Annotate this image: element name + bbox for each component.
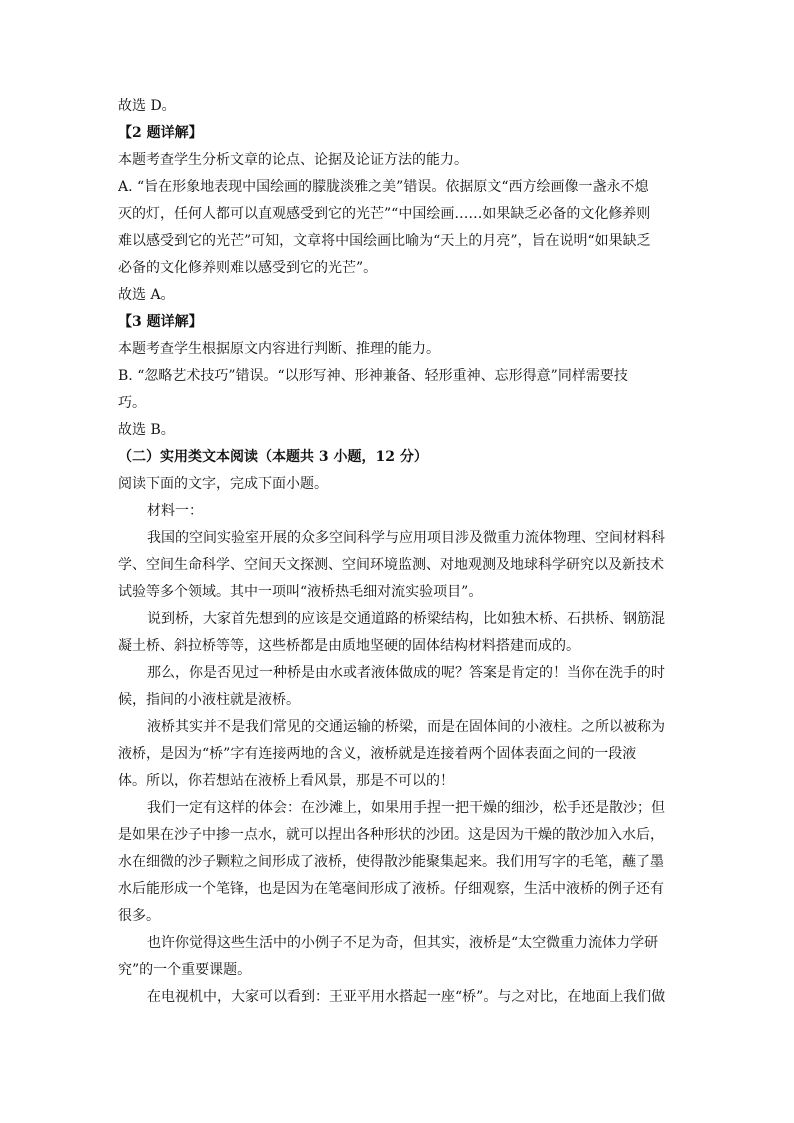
text-line: 也许你觉得这些生活中的小例子不足为奇，但其实，液桥是“太空微重力流体力学研 — [147, 935, 659, 951]
text-line: 水在细微的沙子颗粒之间形成了液桥，使得散沙能聚集起来。我们用写字的毛笔，蘸了墨 — [118, 854, 664, 870]
text-line: 本题考查学生根据原文内容进行判断、推理的能力。 — [118, 341, 440, 357]
text-line: 液桥其实并不是我们常见的交通运输的桥梁，而是在固体间的小液柱。之所以被称为 — [147, 719, 665, 735]
text-line: 水后能形成一个笔锋，也是因为在笔毫间形成了液桥。仔细观察，生活中液桥的例子还有 — [118, 881, 664, 897]
text-line: 凝土桥、斜拉桥等等，这些桥都是由质地坚硬的固体结构材料搭建而成的。 — [118, 638, 580, 654]
text-line: 那么，你是否见过一种桥是由水或者液体做成的呢？答案是肯定的！当你在洗手的时 — [147, 665, 665, 681]
text-line: 故选 D。 — [118, 98, 176, 114]
text-line: 是如果在沙子中掺一点水，就可以捏出各种形状的沙团。这是因为干燥的散沙加入水后， — [118, 827, 664, 843]
text-line: 候，指间的小液柱就是液桥。 — [118, 692, 300, 708]
text-line: 体。所以，你若想站在液桥上看风景，那是不可以的！ — [118, 773, 454, 789]
document-page — [118, 93, 678, 1011]
text-line: 液桥，是因为“桥”字有连接两地的含义，液桥就是连接着两个固体表面之间的一段液 — [118, 746, 637, 762]
text-line: 试验等多个领域。其中一项叫“液桥热毛细对流实验项目”。 — [118, 584, 483, 600]
text-line: 材料一： — [147, 503, 203, 519]
text-line: B. “忽略艺术技巧”错误。“以形写神、形神兼备、轻形重神、忘形得意”同样需要技 — [118, 368, 628, 384]
text-line: 我国的空间实验室开展的众多空间科学与应用项目涉及微重力流体物理、空间材料科 — [147, 530, 665, 546]
text-line: 在电视机中，大家可以看到：王亚平用水搭起一座“桥”。与之对比，在地面上我们做 — [147, 989, 666, 1005]
text-line: 我们一定有这样的体会：在沙滩上，如果用手捏一把干燥的细沙，松手还是散沙；但 — [147, 800, 665, 816]
text-line: 灭的灯，任何人都可以直观感受到它的光芒”“中国绘画……如果缺乏必备的文化修养则 — [118, 206, 651, 222]
text-line: 本题考查学生分析文章的论点、论据及论证方法的能力。 — [118, 152, 468, 168]
text-line: 学、空间生命科学、空间天文探测、空间环境监测、对地观测及地球科学研究以及新技术 — [118, 557, 664, 573]
section-heading: 【2 题详解】 — [118, 125, 203, 141]
text-line: 难以感受到它的光芒”可知，文章将中国绘画比喻为“天上的月亮”，旨在说明“如果缺乏 — [118, 233, 651, 249]
text-line: 巧。 — [118, 395, 146, 411]
text-line: A. “旨在形象地表现中国绘画的朦胧淡雅之美”错误。依据原文“西方绘画像一盏永不熄 — [118, 179, 649, 195]
text-line: 说到桥，大家首先想到的应该是交通道路的桥梁结构，比如独木桥、石拱桥、钢筋混 — [147, 611, 665, 627]
text-line: 阅读下面的文字，完成下面小题。 — [118, 476, 328, 492]
section-heading: 【3 题详解】 — [118, 314, 203, 330]
text-line: 故选 B。 — [118, 422, 175, 438]
text-line: 很多。 — [118, 908, 160, 924]
text-line: 故选 A。 — [118, 287, 175, 303]
text-line: 必备的文化修养则难以感受到它的光芒”。 — [118, 260, 378, 276]
section-heading: （二）实用类文本阅读（本题共 3 小题，12 分） — [118, 449, 428, 465]
text-line: 究”的一个重要课题。 — [118, 962, 252, 978]
